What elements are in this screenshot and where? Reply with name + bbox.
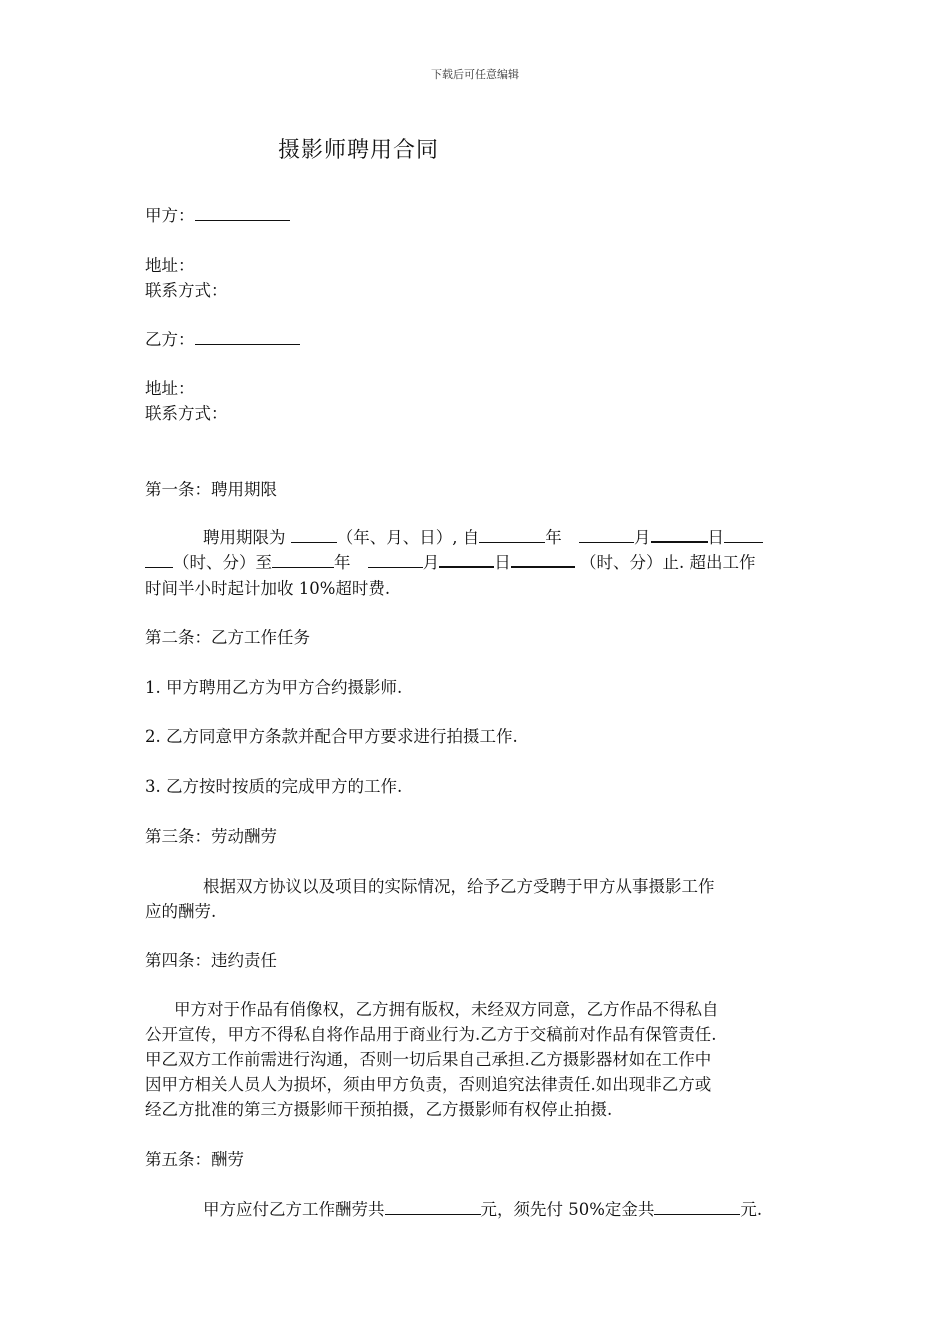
article1-text: （时、分）至 [173, 553, 272, 572]
article1-text: 年 [545, 528, 562, 547]
party-a-line [145, 202, 290, 226]
article1-heading: 第一条：聘用期限 [145, 480, 277, 499]
party-a-address: 地址： [145, 256, 195, 275]
blank [145, 551, 173, 568]
article4-heading: 第四条：违约责任 [145, 951, 277, 970]
article1-text: 聘用期限为 [203, 528, 286, 547]
article2-item3: 3. 乙方按时按质的完成甲方的工作. [145, 777, 403, 796]
article3-heading: 第三条：劳动酬劳 [145, 827, 277, 846]
party-b-blank [195, 328, 300, 345]
blank [724, 526, 763, 543]
article4-line1: 甲方对于作品有俏像权，乙方拥有版权，未经双方同意，乙方作品不得私自 [174, 1000, 719, 1019]
blank [291, 526, 337, 543]
party-b-label: 乙方： [145, 330, 195, 349]
blank [579, 526, 634, 543]
party-a-label: 甲方： [145, 206, 195, 225]
blank [651, 525, 708, 543]
article5-text: 元. [740, 1200, 763, 1219]
article4-line2: 公开宣传，甲方不得私自将作品用于商业行为.乙方于交稿前对作品有保管责任. [145, 1025, 717, 1044]
party-b-contact: 联系方式： [145, 404, 228, 423]
article5-line1 [203, 1196, 762, 1220]
article3-line2: 应的酬劳. [145, 902, 217, 921]
article1-text: 月 [634, 528, 651, 547]
article2-item1: 1. 甲方聘用乙方为甲方合约摄影师. [145, 678, 403, 697]
article4-line5: 经乙方批准的第三方摄影师干预拍摄，乙方摄影师有权停止拍摄. [145, 1100, 613, 1119]
article3-line1: 根据双方协议以及项目的实际情况，给予乙方受聘于甲方从事摄影工作 [203, 877, 715, 896]
article5-heading: 第五条：酬劳 [145, 1150, 244, 1169]
article1-line2 [145, 549, 756, 573]
article1-line3: 时间半小时起计加收 10%超时费. [145, 579, 391, 598]
total-pay-blank [385, 1198, 481, 1215]
header-note: 下载后可任意编辑 [431, 68, 519, 81]
deposit-blank [654, 1198, 740, 1215]
article1-text: 年 [334, 553, 351, 572]
article1-text: （年、月、日）, 自 [336, 528, 480, 547]
party-b-line [145, 326, 300, 350]
blank [272, 551, 334, 568]
article2-heading: 第二条：乙方工作任务 [145, 628, 310, 647]
blank [368, 551, 423, 568]
article4-line3: 甲乙双方工作前需进行沟通，否则一切后果自己承担.乙方摄影器材如在工作中 [145, 1050, 712, 1069]
article5-text: 甲方应付乙方工作酬劳共 [203, 1200, 385, 1219]
party-b-address: 地址： [145, 379, 195, 398]
blank [511, 550, 575, 568]
blank [479, 526, 545, 543]
article1-text: 日 [707, 528, 724, 547]
party-a-blank [195, 204, 290, 221]
article1-text: 月 [422, 553, 440, 572]
article1-text: 日 [494, 553, 511, 572]
article1-line1 [203, 524, 763, 548]
party-a-contact: 联系方式： [145, 281, 228, 300]
document-title: 摄影师聘用合同 [278, 138, 440, 163]
article5-text: 元，须先付 50%定金共 [480, 1200, 655, 1219]
article4-line4: 因甲方相关人员人为损坏，须由甲方负责，否则追究法律责任.如出现非乙方或 [145, 1075, 712, 1094]
article1-text: （时、分）止. 超出工作 [580, 553, 756, 572]
blank [439, 550, 494, 568]
article2-item2: 2. 乙方同意甲方条款并配合甲方要求进行拍摄工作. [145, 727, 518, 746]
